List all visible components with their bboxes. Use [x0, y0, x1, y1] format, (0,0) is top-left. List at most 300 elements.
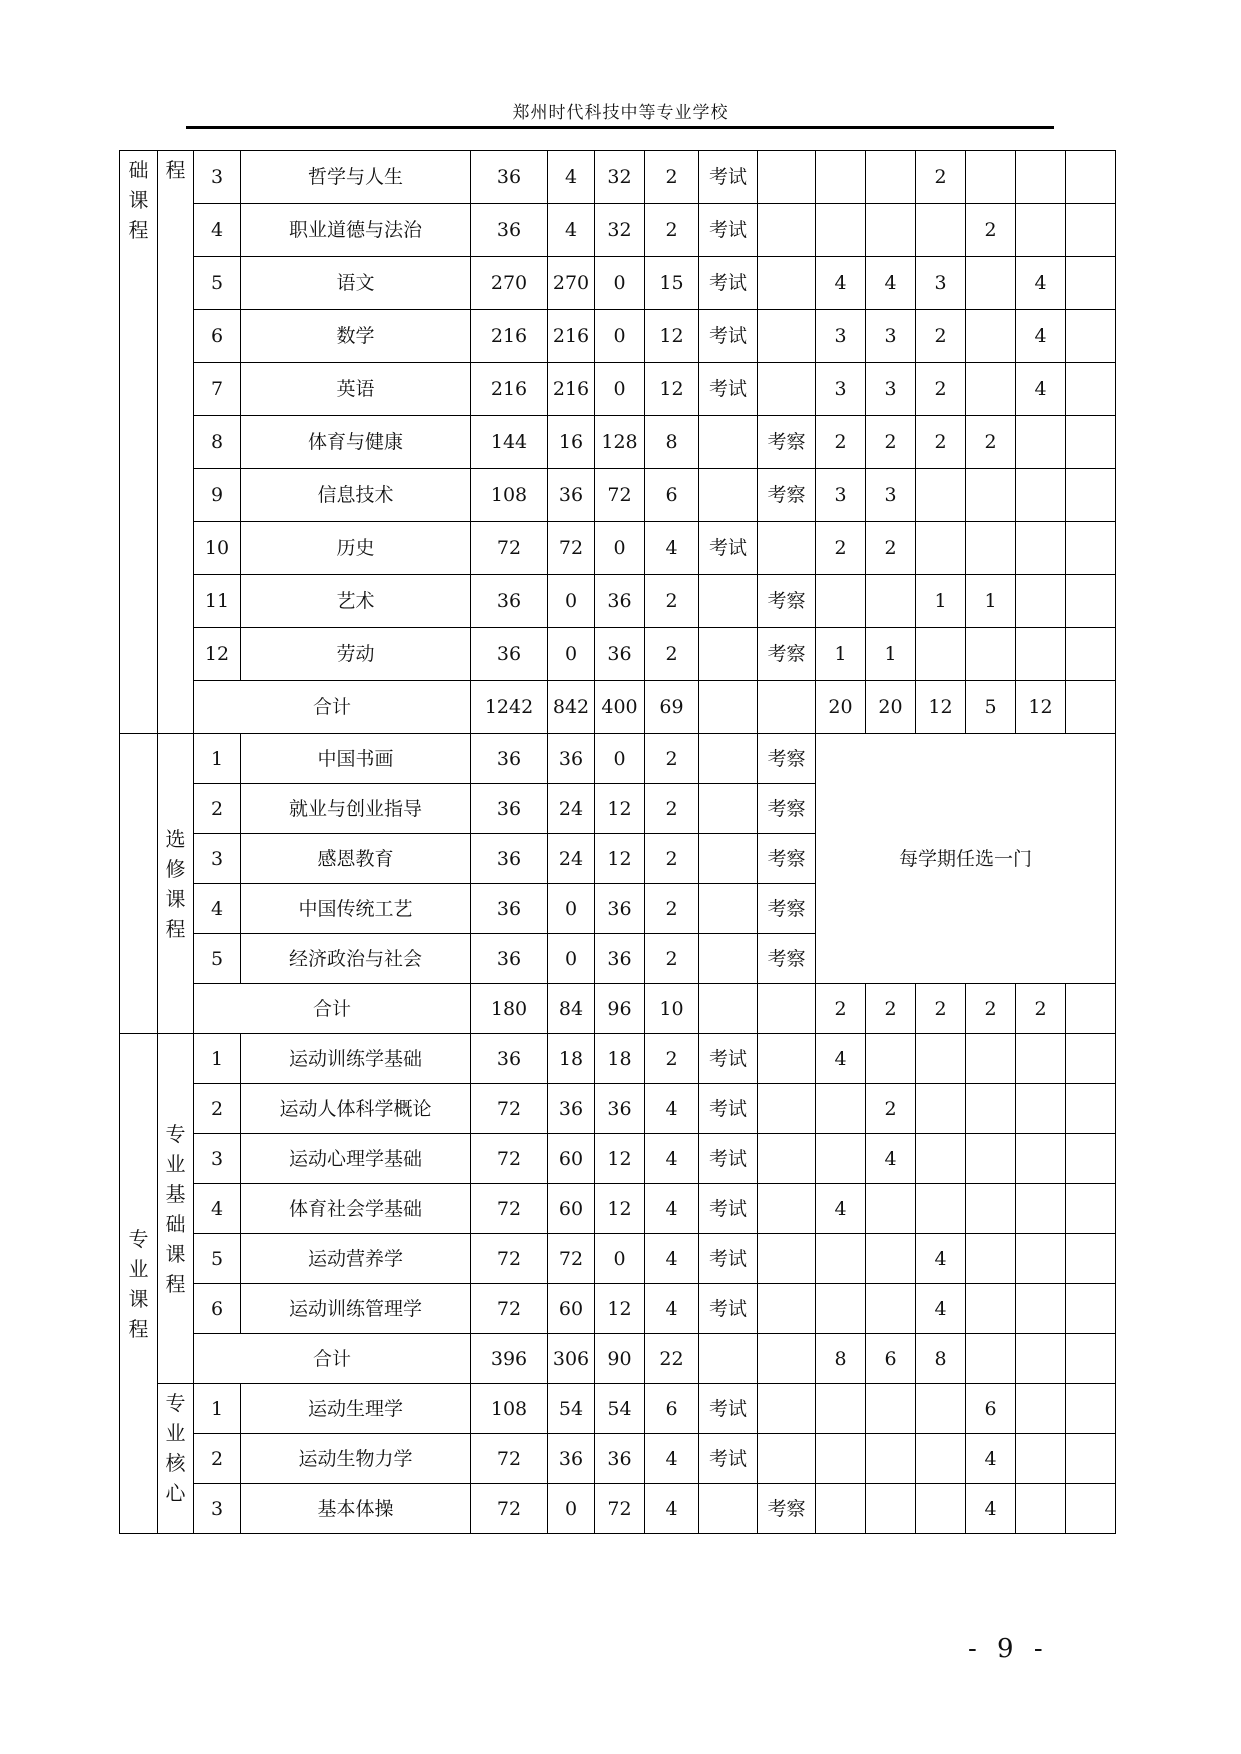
course-check — [758, 204, 816, 257]
semester-hours-s2 — [866, 1234, 916, 1284]
subtotal-s1: 20 — [816, 681, 866, 734]
course-total: 216 — [471, 310, 548, 363]
course-name: 经济政治与社会 — [241, 934, 471, 984]
course-exam — [699, 884, 758, 934]
course-no: 11 — [194, 575, 241, 628]
course-check — [758, 1084, 816, 1134]
category-label-professional: 专业课程 — [128, 1226, 149, 1341]
course-credit: 2 — [645, 628, 699, 681]
course-no: 3 — [194, 1134, 241, 1184]
subtotal-total: 396 — [471, 1334, 548, 1384]
semester-hours-s1 — [816, 1084, 866, 1134]
subtotal-theory: 84 — [548, 984, 595, 1034]
semester-hours-s3 — [916, 1184, 966, 1234]
semester-hours-s4 — [966, 522, 1016, 575]
category-cell-base — [120, 151, 158, 734]
subtotal-theory: 306 — [548, 1334, 595, 1384]
table-row — [120, 628, 1116, 681]
course-credit: 4 — [645, 1184, 699, 1234]
remark-cell — [1066, 1434, 1116, 1484]
semester-hours-s1 — [816, 1484, 866, 1534]
course-no: 6 — [194, 1284, 241, 1334]
semester-hours-s3: 2 — [916, 363, 966, 416]
course-name: 运动营养学 — [241, 1234, 471, 1284]
course-total: 36 — [471, 1034, 548, 1084]
course-practice: 32 — [595, 204, 645, 257]
semester-hours-s3 — [916, 1384, 966, 1434]
course-practice: 12 — [595, 1184, 645, 1234]
course-check — [758, 257, 816, 310]
course-credit: 2 — [645, 575, 699, 628]
semester-hours-s1 — [816, 1284, 866, 1334]
semester-hours-s5: 4 — [1016, 363, 1066, 416]
semester-hours-s3 — [916, 522, 966, 575]
course-total: 36 — [471, 151, 548, 204]
course-credit: 12 — [645, 310, 699, 363]
course-name: 艺术 — [241, 575, 471, 628]
semester-hours-s4 — [966, 1034, 1016, 1084]
course-check — [758, 1434, 816, 1484]
subtotal-label: 合计 — [194, 984, 471, 1034]
course-no: 8 — [194, 416, 241, 469]
course-practice: 72 — [595, 1484, 645, 1534]
course-total: 72 — [471, 1084, 548, 1134]
course-no: 2 — [194, 1084, 241, 1134]
semester-hours-s2: 1 — [866, 628, 916, 681]
course-name: 运动训练学基础 — [241, 1034, 471, 1084]
course-exam — [699, 1484, 758, 1534]
course-total: 72 — [471, 522, 548, 575]
course-credit: 15 — [645, 257, 699, 310]
semester-hours-s3 — [916, 469, 966, 522]
semester-hours-s2: 3 — [866, 310, 916, 363]
course-practice: 32 — [595, 151, 645, 204]
course-practice: 72 — [595, 469, 645, 522]
remark-cell — [1066, 575, 1116, 628]
course-name: 运动心理学基础 — [241, 1134, 471, 1184]
semester-hours-s4 — [966, 151, 1016, 204]
course-no: 7 — [194, 363, 241, 416]
semester-hours-s1: 1 — [816, 628, 866, 681]
subtotal-check — [758, 1334, 816, 1384]
remark-cell — [1066, 522, 1116, 575]
remark-cell — [1066, 1134, 1116, 1184]
course-no: 5 — [194, 257, 241, 310]
course-theory: 54 — [548, 1384, 595, 1434]
course-exam: 考试 — [699, 1284, 758, 1334]
table-row — [120, 1284, 1116, 1334]
subtotal-s4 — [966, 1334, 1016, 1384]
semester-hours-s5 — [1016, 1434, 1066, 1484]
semester-hours-s1: 3 — [816, 310, 866, 363]
course-no: 2 — [194, 1434, 241, 1484]
page-number: - 9 - — [968, 1634, 1049, 1664]
table-row — [120, 984, 1116, 1034]
table-row — [120, 257, 1116, 310]
course-total: 72 — [471, 1184, 548, 1234]
subtotal-s3: 8 — [916, 1334, 966, 1384]
semester-hours-s4 — [966, 363, 1016, 416]
semester-hours-s3 — [916, 1134, 966, 1184]
course-check — [758, 310, 816, 363]
subtotal-label: 合计 — [194, 681, 471, 734]
table-row — [120, 363, 1116, 416]
course-check — [758, 1384, 816, 1434]
semester-hours-s5 — [1016, 1034, 1066, 1084]
course-check: 考察 — [758, 575, 816, 628]
subtotal-exam — [699, 1334, 758, 1384]
subcategory-cell-elective — [158, 734, 194, 1034]
semester-hours-s1 — [816, 1384, 866, 1434]
course-name: 感恩教育 — [241, 834, 471, 884]
course-practice: 12 — [595, 1134, 645, 1184]
course-no: 5 — [194, 934, 241, 984]
semester-hours-s4: 4 — [966, 1484, 1016, 1534]
table-row — [120, 1384, 1116, 1434]
category-label-base: 础课程 — [128, 158, 149, 242]
subtotal-credit: 69 — [645, 681, 699, 734]
table-row — [120, 522, 1116, 575]
course-check — [758, 1184, 816, 1234]
semester-hours-s4 — [966, 1234, 1016, 1284]
course-name: 信息技术 — [241, 469, 471, 522]
course-exam — [699, 734, 758, 784]
course-total: 216 — [471, 363, 548, 416]
course-no: 10 — [194, 522, 241, 575]
subtotal-exam — [699, 681, 758, 734]
table-row — [120, 1134, 1116, 1184]
table-row — [120, 204, 1116, 257]
semester-hours-s3: 4 — [916, 1234, 966, 1284]
semester-hours-s2: 3 — [866, 363, 916, 416]
semester-hours-s5 — [1016, 522, 1066, 575]
course-theory: 18 — [548, 1034, 595, 1084]
course-check: 考察 — [758, 416, 816, 469]
course-no: 1 — [194, 1034, 241, 1084]
course-credit: 2 — [645, 884, 699, 934]
semester-hours-s2: 4 — [866, 257, 916, 310]
semester-hours-s2 — [866, 151, 916, 204]
semester-hours-s4 — [966, 1284, 1016, 1334]
subtotal-s3: 2 — [916, 984, 966, 1034]
course-credit: 12 — [645, 363, 699, 416]
course-total: 36 — [471, 204, 548, 257]
course-no: 4 — [194, 204, 241, 257]
course-theory: 270 — [548, 257, 595, 310]
course-practice: 0 — [595, 734, 645, 784]
semester-hours-s5: 4 — [1016, 310, 1066, 363]
course-credit: 2 — [645, 204, 699, 257]
semester-hours-s3: 4 — [916, 1284, 966, 1334]
semester-hours-s2: 2 — [866, 416, 916, 469]
course-total: 36 — [471, 734, 548, 784]
course-exam — [699, 628, 758, 681]
semester-hours-s5 — [1016, 151, 1066, 204]
semester-hours-s1: 4 — [816, 1034, 866, 1084]
subtotal-practice: 90 — [595, 1334, 645, 1384]
semester-hours-s3 — [916, 1434, 966, 1484]
course-total: 72 — [471, 1484, 548, 1534]
course-practice: 12 — [595, 1284, 645, 1334]
course-exam — [699, 934, 758, 984]
course-check: 考察 — [758, 1484, 816, 1534]
remark-cell — [1066, 363, 1116, 416]
course-total: 36 — [471, 628, 548, 681]
course-name: 运动训练管理学 — [241, 1284, 471, 1334]
course-name: 哲学与人生 — [241, 151, 471, 204]
semester-hours-s2 — [866, 1384, 916, 1434]
course-exam — [699, 784, 758, 834]
course-practice: 36 — [595, 1434, 645, 1484]
course-no: 3 — [194, 834, 241, 884]
course-check: 考察 — [758, 734, 816, 784]
semester-hours-s5 — [1016, 628, 1066, 681]
subcategory-cell-prof-base — [158, 1034, 194, 1384]
semester-hours-s2 — [866, 1184, 916, 1234]
table-row — [120, 1484, 1116, 1534]
course-exam: 考试 — [699, 363, 758, 416]
course-practice: 128 — [595, 416, 645, 469]
semester-hours-s3 — [916, 1484, 966, 1534]
course-check: 考察 — [758, 934, 816, 984]
semester-hours-s4 — [966, 257, 1016, 310]
semester-hours-s5 — [1016, 1084, 1066, 1134]
course-name: 运动生理学 — [241, 1384, 471, 1434]
semester-hours-s3: 2 — [916, 310, 966, 363]
category-cell-blank — [120, 734, 158, 1034]
course-name: 英语 — [241, 363, 471, 416]
curriculum-table — [119, 150, 1116, 1534]
course-check: 考察 — [758, 884, 816, 934]
semester-hours-s1: 2 — [816, 522, 866, 575]
subtotal-s5 — [1016, 1334, 1066, 1384]
school-header-title: 郑州时代科技中等专业学校 — [512, 103, 729, 123]
course-practice: 0 — [595, 310, 645, 363]
course-total: 36 — [471, 884, 548, 934]
course-practice: 36 — [595, 575, 645, 628]
course-theory: 216 — [548, 363, 595, 416]
category-cell-professional — [120, 1034, 158, 1534]
course-exam — [699, 416, 758, 469]
course-theory: 36 — [548, 469, 595, 522]
semester-hours-s5 — [1016, 204, 1066, 257]
course-theory: 36 — [548, 1084, 595, 1134]
table-row — [120, 469, 1116, 522]
course-practice: 36 — [595, 1084, 645, 1134]
semester-hours-s1: 4 — [816, 257, 866, 310]
semester-hours-s2: 3 — [866, 469, 916, 522]
course-name: 中国传统工艺 — [241, 884, 471, 934]
subtotal-credit: 10 — [645, 984, 699, 1034]
course-name: 历史 — [241, 522, 471, 575]
subtotal-s4: 2 — [966, 984, 1016, 1034]
semester-hours-s1 — [816, 1134, 866, 1184]
subcategory-label-prof-base: 专业基础课程 — [165, 1121, 186, 1296]
course-practice: 0 — [595, 257, 645, 310]
semester-hours-s3 — [916, 1084, 966, 1134]
course-exam — [699, 575, 758, 628]
course-check: 考察 — [758, 628, 816, 681]
course-theory: 60 — [548, 1134, 595, 1184]
course-credit: 6 — [645, 469, 699, 522]
course-check — [758, 1134, 816, 1184]
remark-cell — [1066, 1034, 1116, 1084]
remark-cell — [1066, 310, 1116, 363]
course-total: 36 — [471, 834, 548, 884]
semester-hours-s1 — [816, 575, 866, 628]
course-name: 中国书画 — [241, 734, 471, 784]
subcategory-label-required: 程 — [165, 158, 186, 182]
semester-hours-s2 — [866, 204, 916, 257]
semester-hours-s2: 2 — [866, 522, 916, 575]
remark-cell — [1066, 204, 1116, 257]
subtotal-s2: 20 — [866, 681, 916, 734]
course-name: 语文 — [241, 257, 471, 310]
semester-hours-s4: 2 — [966, 416, 1016, 469]
course-theory: 36 — [548, 734, 595, 784]
course-theory: 24 — [548, 834, 595, 884]
course-name: 劳动 — [241, 628, 471, 681]
course-no: 1 — [194, 1384, 241, 1434]
course-exam — [699, 834, 758, 884]
course-total: 36 — [471, 934, 548, 984]
table-row — [120, 1434, 1116, 1484]
table-row — [120, 1184, 1116, 1234]
course-exam: 考试 — [699, 1084, 758, 1134]
table-row — [120, 734, 1116, 784]
semester-hours-s3: 2 — [916, 151, 966, 204]
course-no: 12 — [194, 628, 241, 681]
subcategory-label-prof-core: 专业核心 — [165, 1391, 186, 1505]
course-theory: 0 — [548, 934, 595, 984]
course-practice: 36 — [595, 884, 645, 934]
semester-hours-s5 — [1016, 1284, 1066, 1334]
course-total: 72 — [471, 1134, 548, 1184]
course-total: 144 — [471, 416, 548, 469]
course-no: 1 — [194, 734, 241, 784]
course-theory: 0 — [548, 884, 595, 934]
course-theory: 4 — [548, 204, 595, 257]
course-name: 职业道德与法治 — [241, 204, 471, 257]
course-theory: 24 — [548, 784, 595, 834]
remark-cell — [1066, 1384, 1116, 1434]
course-practice: 12 — [595, 834, 645, 884]
semester-hours-s4 — [966, 628, 1016, 681]
course-check: 考察 — [758, 469, 816, 522]
course-theory: 72 — [548, 522, 595, 575]
course-theory: 72 — [548, 1234, 595, 1284]
subtotal-exam — [699, 984, 758, 1034]
semester-hours-s4: 1 — [966, 575, 1016, 628]
course-exam: 考试 — [699, 310, 758, 363]
semester-hours-s1 — [816, 151, 866, 204]
semester-hours-s2 — [866, 1284, 916, 1334]
course-name: 就业与创业指导 — [241, 784, 471, 834]
course-practice: 0 — [595, 363, 645, 416]
course-credit: 2 — [645, 1034, 699, 1084]
course-credit: 4 — [645, 1234, 699, 1284]
semester-hours-s3: 1 — [916, 575, 966, 628]
course-credit: 8 — [645, 416, 699, 469]
semester-hours-s1 — [816, 1434, 866, 1484]
course-credit: 2 — [645, 734, 699, 784]
course-exam: 考试 — [699, 1234, 758, 1284]
course-no: 9 — [194, 469, 241, 522]
semester-hours-s2 — [866, 1434, 916, 1484]
remark-cell — [1066, 257, 1116, 310]
subtotal-theory: 842 — [548, 681, 595, 734]
course-practice: 54 — [595, 1384, 645, 1434]
semester-hours-s4: 2 — [966, 204, 1016, 257]
remark-cell — [1066, 681, 1116, 734]
course-practice: 18 — [595, 1034, 645, 1084]
remark-cell — [1066, 1334, 1116, 1384]
course-no: 4 — [194, 884, 241, 934]
semester-hours-s1: 4 — [816, 1184, 866, 1234]
course-credit: 4 — [645, 1084, 699, 1134]
course-no: 5 — [194, 1234, 241, 1284]
course-name: 体育与健康 — [241, 416, 471, 469]
table-row — [120, 416, 1116, 469]
course-exam: 考试 — [699, 1434, 758, 1484]
course-check — [758, 1034, 816, 1084]
header-rule — [186, 126, 1054, 129]
semester-hours-s4: 6 — [966, 1384, 1016, 1434]
course-theory: 216 — [548, 310, 595, 363]
course-theory: 36 — [548, 1434, 595, 1484]
subtotal-s2: 6 — [866, 1334, 916, 1384]
course-total: 108 — [471, 469, 548, 522]
course-exam: 考试 — [699, 257, 758, 310]
course-exam: 考试 — [699, 1034, 758, 1084]
table-row — [120, 1034, 1116, 1084]
remark-cell — [1066, 1484, 1116, 1534]
course-name: 运动生物力学 — [241, 1434, 471, 1484]
course-total: 270 — [471, 257, 548, 310]
subtotal-label: 合计 — [194, 1334, 471, 1384]
course-theory: 60 — [548, 1284, 595, 1334]
semester-hours-s3: 3 — [916, 257, 966, 310]
course-no: 2 — [194, 784, 241, 834]
table-row — [120, 151, 1116, 204]
semester-hours-s5 — [1016, 1134, 1066, 1184]
course-practice: 0 — [595, 522, 645, 575]
course-credit: 2 — [645, 834, 699, 884]
course-no: 4 — [194, 1184, 241, 1234]
semester-hours-s1 — [816, 204, 866, 257]
course-check — [758, 1234, 816, 1284]
table-row — [120, 575, 1116, 628]
course-theory: 0 — [548, 575, 595, 628]
course-exam: 考试 — [699, 1134, 758, 1184]
course-exam: 考试 — [699, 204, 758, 257]
course-credit: 4 — [645, 1484, 699, 1534]
remark-cell — [1066, 984, 1116, 1034]
semester-hours-s1 — [816, 1234, 866, 1284]
subcategory-cell-required — [158, 151, 194, 734]
subtotal-total: 180 — [471, 984, 548, 1034]
semester-hours-s5 — [1016, 1184, 1066, 1234]
semester-hours-s2 — [866, 1034, 916, 1084]
semester-hours-s3 — [916, 628, 966, 681]
course-no: 3 — [194, 1484, 241, 1534]
subtotal-s3: 12 — [916, 681, 966, 734]
subtotal-practice: 400 — [595, 681, 645, 734]
semester-hours-s2 — [866, 1484, 916, 1534]
semester-hours-s3: 2 — [916, 416, 966, 469]
course-credit: 4 — [645, 1284, 699, 1334]
semester-hours-s3 — [916, 204, 966, 257]
